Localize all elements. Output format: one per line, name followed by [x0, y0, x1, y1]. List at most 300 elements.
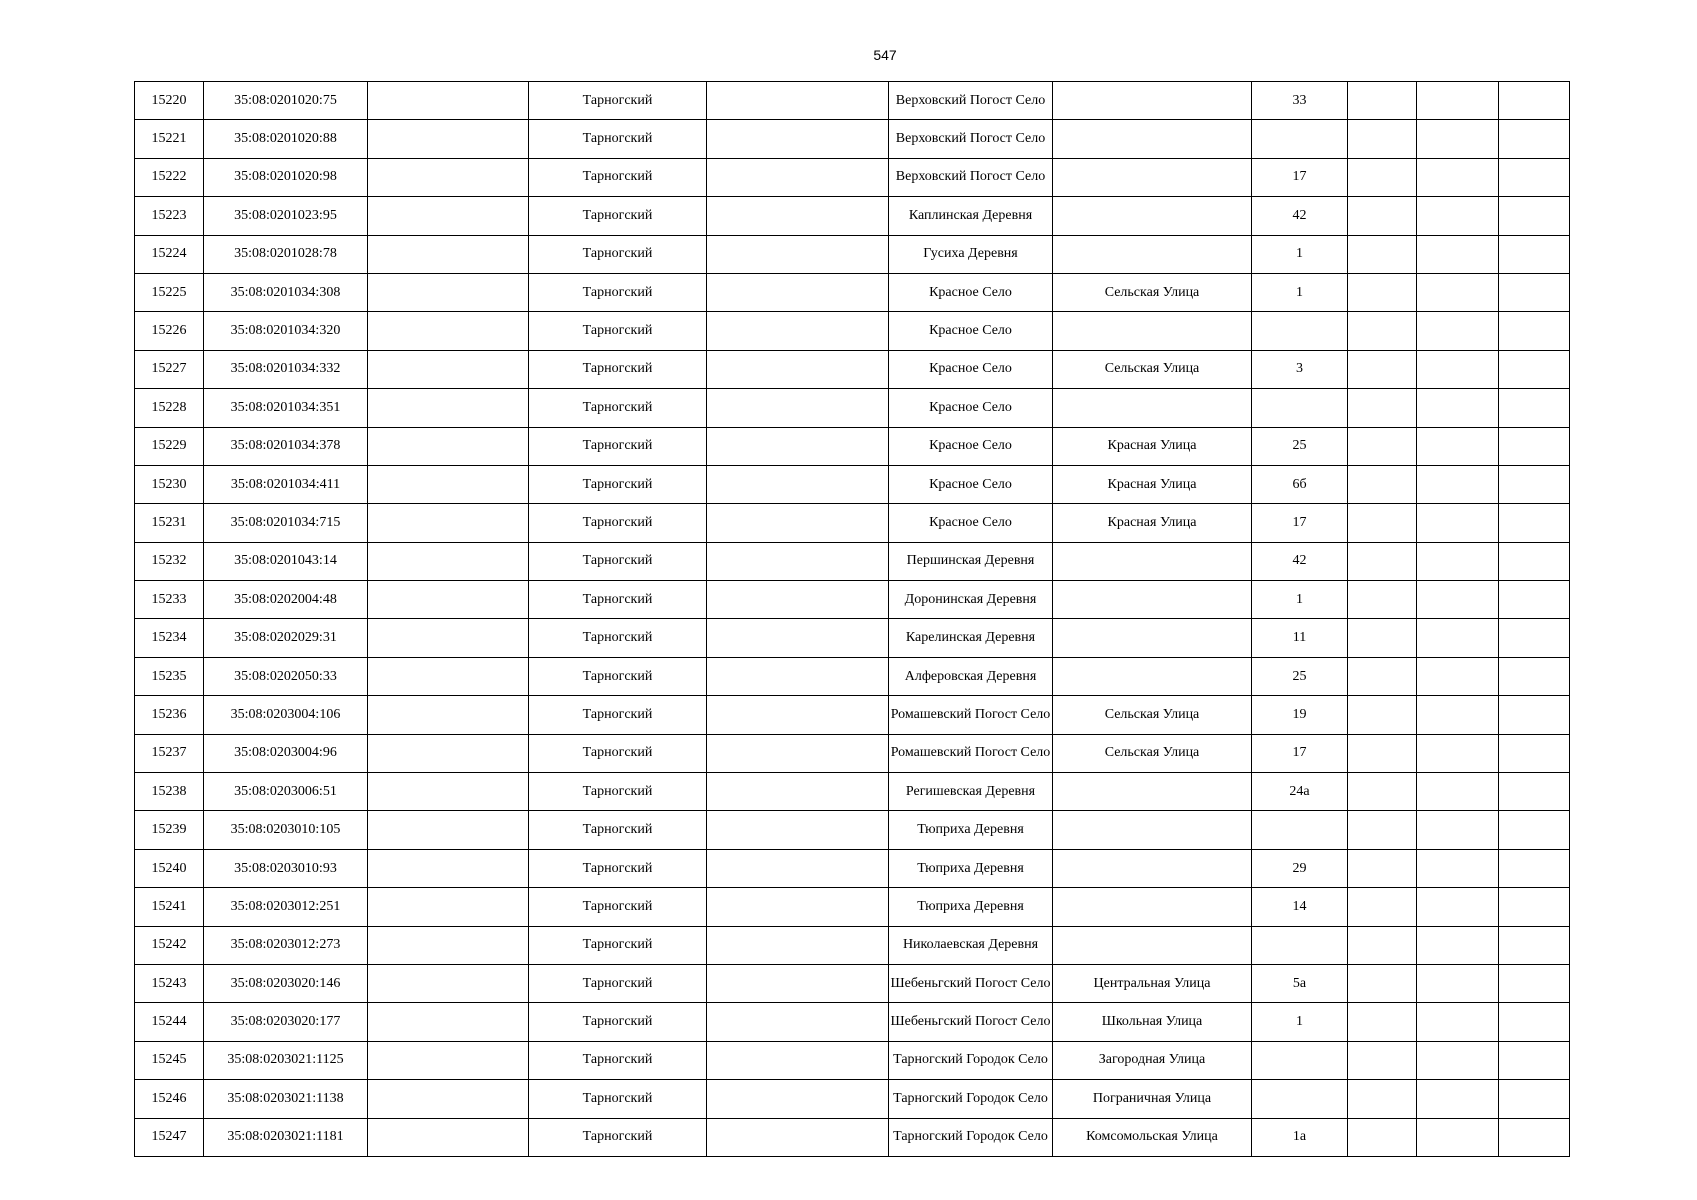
- table-row: [135, 465, 1570, 503]
- cell-street: [1053, 82, 1252, 120]
- cell-empty-col-11: [1499, 235, 1570, 273]
- cell-house-number: 29: [1252, 849, 1348, 887]
- cell-house-number: 24а: [1252, 773, 1348, 811]
- cell-settlement: Верховский Погост Село: [889, 120, 1053, 158]
- table-row: [135, 1080, 1570, 1118]
- cell-row-number: 15237: [135, 734, 204, 772]
- cell-street: [1053, 888, 1252, 926]
- cell-street: [1053, 773, 1252, 811]
- cell-cadastral-number: 35:08:0201043:14: [204, 542, 368, 580]
- cell-street: Красная Улица: [1053, 465, 1252, 503]
- table-row: [135, 964, 1570, 1002]
- cell-cadastral-number: 35:08:0203004:106: [204, 696, 368, 734]
- cell-row-number: 15228: [135, 389, 204, 427]
- cell-district: Тарногский: [529, 82, 707, 120]
- cell-empty-col-11: [1499, 158, 1570, 196]
- cell-street: [1053, 811, 1252, 849]
- cell-empty-col-10: [1417, 849, 1499, 887]
- table-row: [135, 1118, 1570, 1156]
- cell-empty-col-11: [1499, 888, 1570, 926]
- cell-empty-col-3: [368, 197, 529, 235]
- cell-empty-col-11: [1499, 389, 1570, 427]
- cell-empty-col-11: [1499, 581, 1570, 619]
- cell-cadastral-number: 35:08:0203010:105: [204, 811, 368, 849]
- cell-house-number: 33: [1252, 82, 1348, 120]
- cell-empty-col-11: [1499, 350, 1570, 388]
- cell-empty-col-11: [1499, 273, 1570, 311]
- cell-empty-col-5: [707, 1003, 889, 1041]
- cell-row-number: 15243: [135, 964, 204, 1002]
- cell-empty-col-10: [1417, 1118, 1499, 1156]
- cell-empty-col-10: [1417, 926, 1499, 964]
- cell-empty-col-3: [368, 120, 529, 158]
- cell-empty-col-5: [707, 504, 889, 542]
- cell-street: [1053, 926, 1252, 964]
- cell-empty-col-10: [1417, 350, 1499, 388]
- cell-empty-col-11: [1499, 773, 1570, 811]
- cell-settlement: Тюприха Деревня: [889, 849, 1053, 887]
- cell-street: [1053, 158, 1252, 196]
- cell-empty-col-10: [1417, 465, 1499, 503]
- cell-empty-col-10: [1417, 504, 1499, 542]
- cell-empty-col-5: [707, 465, 889, 503]
- cell-empty-col-10: [1417, 619, 1499, 657]
- cell-settlement: Красное Село: [889, 273, 1053, 311]
- cell-empty-col-9: [1348, 657, 1417, 695]
- cell-empty-col-11: [1499, 1041, 1570, 1079]
- cell-cadastral-number: 35:08:0203021:1125: [204, 1041, 368, 1079]
- cell-house-number: [1252, 120, 1348, 158]
- cell-house-number: 17: [1252, 734, 1348, 772]
- cell-row-number: 15231: [135, 504, 204, 542]
- cell-empty-col-3: [368, 811, 529, 849]
- cell-cadastral-number: 35:08:0203020:177: [204, 1003, 368, 1041]
- cell-empty-col-9: [1348, 1003, 1417, 1041]
- table-row: [135, 120, 1570, 158]
- cell-row-number: 15246: [135, 1080, 204, 1118]
- cell-empty-col-5: [707, 312, 889, 350]
- cell-empty-col-3: [368, 1118, 529, 1156]
- cell-empty-col-10: [1417, 581, 1499, 619]
- cell-empty-col-9: [1348, 773, 1417, 811]
- cell-settlement: Регишевская Деревня: [889, 773, 1053, 811]
- table-row: [135, 273, 1570, 311]
- cell-row-number: 15236: [135, 696, 204, 734]
- cell-row-number: 15227: [135, 350, 204, 388]
- cell-settlement: Шебеньгский Погост Село: [889, 964, 1053, 1002]
- cell-settlement: Першинская Деревня: [889, 542, 1053, 580]
- cell-empty-col-11: [1499, 504, 1570, 542]
- cell-district: Тарногский: [529, 465, 707, 503]
- cell-empty-col-3: [368, 465, 529, 503]
- cell-empty-col-9: [1348, 82, 1417, 120]
- table-row: [135, 811, 1570, 849]
- cell-empty-col-11: [1499, 926, 1570, 964]
- cell-empty-col-11: [1499, 811, 1570, 849]
- cell-district: Тарногский: [529, 581, 707, 619]
- cell-house-number: [1252, 1080, 1348, 1118]
- cell-district: Тарногский: [529, 350, 707, 388]
- cell-empty-col-11: [1499, 657, 1570, 695]
- cell-street: [1053, 542, 1252, 580]
- cell-cadastral-number: 35:08:0201020:98: [204, 158, 368, 196]
- cell-district: Тарногский: [529, 619, 707, 657]
- cell-empty-col-5: [707, 734, 889, 772]
- cell-empty-col-9: [1348, 1080, 1417, 1118]
- cell-row-number: 15232: [135, 542, 204, 580]
- cell-settlement: Верховский Погост Село: [889, 158, 1053, 196]
- cell-empty-col-10: [1417, 888, 1499, 926]
- registry-table-body: [135, 82, 1570, 1157]
- cell-settlement: Красное Село: [889, 312, 1053, 350]
- cell-empty-col-9: [1348, 619, 1417, 657]
- cell-settlement: Шебеньгский Погост Село: [889, 1003, 1053, 1041]
- cell-house-number: 5а: [1252, 964, 1348, 1002]
- cell-district: Тарногский: [529, 888, 707, 926]
- cell-empty-col-11: [1499, 696, 1570, 734]
- cell-empty-col-11: [1499, 197, 1570, 235]
- table-row: [135, 619, 1570, 657]
- cell-cadastral-number: 35:08:0203012:273: [204, 926, 368, 964]
- cell-empty-col-9: [1348, 504, 1417, 542]
- cell-empty-col-11: [1499, 964, 1570, 1002]
- cell-settlement: Красное Село: [889, 389, 1053, 427]
- cell-empty-col-3: [368, 389, 529, 427]
- cell-settlement: Николаевская Деревня: [889, 926, 1053, 964]
- cell-house-number: 1: [1252, 1003, 1348, 1041]
- cell-empty-col-5: [707, 120, 889, 158]
- table-row: [135, 197, 1570, 235]
- cell-empty-col-10: [1417, 1080, 1499, 1118]
- table-row: [135, 581, 1570, 619]
- cell-empty-col-3: [368, 235, 529, 273]
- cell-empty-col-3: [368, 1003, 529, 1041]
- cell-house-number: 17: [1252, 504, 1348, 542]
- cell-empty-col-9: [1348, 465, 1417, 503]
- cell-empty-col-5: [707, 82, 889, 120]
- cell-street: Сельская Улица: [1053, 273, 1252, 311]
- cell-empty-col-11: [1499, 619, 1570, 657]
- cell-house-number: 1: [1252, 235, 1348, 273]
- cell-house-number: [1252, 1041, 1348, 1079]
- cell-empty-col-11: [1499, 849, 1570, 887]
- cell-district: Тарногский: [529, 504, 707, 542]
- cell-empty-col-5: [707, 619, 889, 657]
- cell-house-number: [1252, 811, 1348, 849]
- cell-district: Тарногский: [529, 542, 707, 580]
- cell-empty-col-9: [1348, 350, 1417, 388]
- cell-empty-col-11: [1499, 734, 1570, 772]
- cell-empty-col-5: [707, 849, 889, 887]
- cell-empty-col-3: [368, 581, 529, 619]
- cell-district: Тарногский: [529, 312, 707, 350]
- cell-empty-col-9: [1348, 581, 1417, 619]
- cell-empty-col-5: [707, 581, 889, 619]
- cell-empty-col-3: [368, 619, 529, 657]
- cell-empty-col-5: [707, 964, 889, 1002]
- table-row: [135, 542, 1570, 580]
- cell-empty-col-3: [368, 427, 529, 465]
- cell-street: Сельская Улица: [1053, 696, 1252, 734]
- cell-cadastral-number: 35:08:0201023:95: [204, 197, 368, 235]
- cell-cadastral-number: 35:08:0201034:715: [204, 504, 368, 542]
- cell-row-number: 15222: [135, 158, 204, 196]
- cell-row-number: 15240: [135, 849, 204, 887]
- cell-empty-col-3: [368, 849, 529, 887]
- table-row: [135, 849, 1570, 887]
- cell-empty-col-5: [707, 926, 889, 964]
- cell-street: [1053, 197, 1252, 235]
- cell-empty-col-5: [707, 657, 889, 695]
- cell-empty-col-11: [1499, 82, 1570, 120]
- cell-cadastral-number: 35:08:0203012:251: [204, 888, 368, 926]
- table-row: [135, 427, 1570, 465]
- cell-district: Тарногский: [529, 811, 707, 849]
- page-number: 547: [873, 47, 897, 63]
- cell-empty-col-3: [368, 696, 529, 734]
- cell-street: Комсомольская Улица: [1053, 1118, 1252, 1156]
- table-row: [135, 734, 1570, 772]
- cell-empty-col-11: [1499, 312, 1570, 350]
- cell-district: Тарногский: [529, 427, 707, 465]
- cell-settlement: Красное Село: [889, 427, 1053, 465]
- cell-empty-col-9: [1348, 120, 1417, 158]
- cell-row-number: 15245: [135, 1041, 204, 1079]
- cell-district: Тарногский: [529, 1118, 707, 1156]
- registry-table: [134, 81, 1570, 1157]
- cell-row-number: 15224: [135, 235, 204, 273]
- cell-district: Тарногский: [529, 926, 707, 964]
- cell-empty-col-5: [707, 158, 889, 196]
- cell-settlement: Тарногский Городок Село: [889, 1080, 1053, 1118]
- cell-cadastral-number: 35:08:0203010:93: [204, 849, 368, 887]
- cell-empty-col-5: [707, 696, 889, 734]
- cell-empty-col-10: [1417, 120, 1499, 158]
- cell-row-number: 15247: [135, 1118, 204, 1156]
- cell-cadastral-number: 35:08:0203004:96: [204, 734, 368, 772]
- cell-row-number: 15235: [135, 657, 204, 695]
- cell-row-number: 15230: [135, 465, 204, 503]
- cell-empty-col-10: [1417, 734, 1499, 772]
- cell-house-number: 3: [1252, 350, 1348, 388]
- cell-empty-col-10: [1417, 1041, 1499, 1079]
- cell-empty-col-10: [1417, 542, 1499, 580]
- cell-empty-col-11: [1499, 1118, 1570, 1156]
- cell-empty-col-10: [1417, 273, 1499, 311]
- cell-house-number: 42: [1252, 542, 1348, 580]
- cell-district: Тарногский: [529, 273, 707, 311]
- cell-street: [1053, 120, 1252, 158]
- cell-empty-col-9: [1348, 888, 1417, 926]
- cell-empty-col-3: [368, 926, 529, 964]
- cell-empty-col-3: [368, 312, 529, 350]
- table-row: [135, 389, 1570, 427]
- cell-row-number: 15239: [135, 811, 204, 849]
- cell-district: Тарногский: [529, 773, 707, 811]
- cell-empty-col-3: [368, 504, 529, 542]
- cell-empty-col-5: [707, 811, 889, 849]
- cell-settlement: Алферовская Деревня: [889, 657, 1053, 695]
- cell-cadastral-number: 35:08:0201020:88: [204, 120, 368, 158]
- cell-cadastral-number: 35:08:0202004:48: [204, 581, 368, 619]
- cell-empty-col-5: [707, 427, 889, 465]
- cell-empty-col-3: [368, 734, 529, 772]
- cell-street: Загородная Улица: [1053, 1041, 1252, 1079]
- cell-empty-col-9: [1348, 696, 1417, 734]
- cell-district: Тарногский: [529, 235, 707, 273]
- cell-empty-col-9: [1348, 197, 1417, 235]
- cell-empty-col-11: [1499, 542, 1570, 580]
- cell-settlement: Тарногский Городок Село: [889, 1041, 1053, 1079]
- cell-row-number: 15241: [135, 888, 204, 926]
- cell-house-number: [1252, 926, 1348, 964]
- cell-empty-col-9: [1348, 849, 1417, 887]
- cell-empty-col-10: [1417, 427, 1499, 465]
- cell-cadastral-number: 35:08:0203021:1181: [204, 1118, 368, 1156]
- cell-district: Тарногский: [529, 158, 707, 196]
- cell-settlement: Тюприха Деревня: [889, 811, 1053, 849]
- cell-house-number: 14: [1252, 888, 1348, 926]
- cell-house-number: 1: [1252, 273, 1348, 311]
- cell-house-number: 19: [1252, 696, 1348, 734]
- cell-empty-col-5: [707, 1041, 889, 1079]
- cell-empty-col-10: [1417, 197, 1499, 235]
- cell-empty-col-5: [707, 542, 889, 580]
- cell-cadastral-number: 35:08:0201020:75: [204, 82, 368, 120]
- cell-street: [1053, 849, 1252, 887]
- cell-empty-col-9: [1348, 312, 1417, 350]
- cell-settlement: Тарногский Городок Село: [889, 1118, 1053, 1156]
- cell-row-number: 15229: [135, 427, 204, 465]
- cell-cadastral-number: 35:08:0203021:1138: [204, 1080, 368, 1118]
- cell-district: Тарногский: [529, 1003, 707, 1041]
- cell-empty-col-10: [1417, 82, 1499, 120]
- table-row: [135, 504, 1570, 542]
- cell-empty-col-9: [1348, 1041, 1417, 1079]
- cell-empty-col-11: [1499, 427, 1570, 465]
- cell-empty-col-9: [1348, 1118, 1417, 1156]
- table-row: [135, 696, 1570, 734]
- table-row: [135, 1003, 1570, 1041]
- cell-street: Сельская Улица: [1053, 350, 1252, 388]
- cell-empty-col-9: [1348, 158, 1417, 196]
- cell-cadastral-number: 35:08:0201034:351: [204, 389, 368, 427]
- table-row: [135, 312, 1570, 350]
- cell-cadastral-number: 35:08:0202050:33: [204, 657, 368, 695]
- cell-district: Тарногский: [529, 197, 707, 235]
- cell-street: [1053, 619, 1252, 657]
- cell-cadastral-number: 35:08:0203020:146: [204, 964, 368, 1002]
- cell-row-number: 15220: [135, 82, 204, 120]
- cell-cadastral-number: 35:08:0203006:51: [204, 773, 368, 811]
- cell-house-number: 11: [1252, 619, 1348, 657]
- cell-empty-col-11: [1499, 1003, 1570, 1041]
- cell-empty-col-11: [1499, 120, 1570, 158]
- cell-settlement: Верховский Погост Село: [889, 82, 1053, 120]
- cell-row-number: 15221: [135, 120, 204, 158]
- cell-settlement: Красное Село: [889, 504, 1053, 542]
- cell-settlement: Тюприха Деревня: [889, 888, 1053, 926]
- cell-district: Тарногский: [529, 389, 707, 427]
- cell-house-number: 17: [1252, 158, 1348, 196]
- cell-empty-col-3: [368, 542, 529, 580]
- table-row: [135, 350, 1570, 388]
- cell-settlement: Красное Село: [889, 350, 1053, 388]
- cell-empty-col-5: [707, 888, 889, 926]
- cell-row-number: 15244: [135, 1003, 204, 1041]
- cell-district: Тарногский: [529, 1080, 707, 1118]
- cell-cadastral-number: 35:08:0201034:320: [204, 312, 368, 350]
- cell-settlement: Доронинская Деревня: [889, 581, 1053, 619]
- cell-empty-col-10: [1417, 773, 1499, 811]
- cell-street: Пограничная Улица: [1053, 1080, 1252, 1118]
- cell-house-number: 42: [1252, 197, 1348, 235]
- cell-district: Тарногский: [529, 849, 707, 887]
- cell-empty-col-3: [368, 1041, 529, 1079]
- cell-settlement: Ромашевский Погост Село: [889, 734, 1053, 772]
- cell-district: Тарногский: [529, 734, 707, 772]
- cell-street: [1053, 312, 1252, 350]
- cell-row-number: 15223: [135, 197, 204, 235]
- cell-empty-col-9: [1348, 734, 1417, 772]
- cell-settlement: Гусиха Деревня: [889, 235, 1053, 273]
- cell-empty-col-5: [707, 773, 889, 811]
- table-row: [135, 82, 1570, 120]
- cell-street: [1053, 581, 1252, 619]
- cell-street: Красная Улица: [1053, 427, 1252, 465]
- cell-street: [1053, 657, 1252, 695]
- cell-empty-col-9: [1348, 235, 1417, 273]
- cell-row-number: 15238: [135, 773, 204, 811]
- cell-empty-col-5: [707, 350, 889, 388]
- cell-house-number: 25: [1252, 427, 1348, 465]
- cell-house-number: [1252, 389, 1348, 427]
- cell-house-number: 1а: [1252, 1118, 1348, 1156]
- cell-empty-col-3: [368, 888, 529, 926]
- cell-settlement: Ромашевский Погост Село: [889, 696, 1053, 734]
- cell-row-number: 15233: [135, 581, 204, 619]
- cell-street: [1053, 389, 1252, 427]
- cell-street: [1053, 235, 1252, 273]
- cell-empty-col-3: [368, 773, 529, 811]
- cell-row-number: 15234: [135, 619, 204, 657]
- cell-district: Тарногский: [529, 964, 707, 1002]
- cell-row-number: 15225: [135, 273, 204, 311]
- table-row: [135, 926, 1570, 964]
- cell-settlement: Каплинская Деревня: [889, 197, 1053, 235]
- cell-empty-col-10: [1417, 1003, 1499, 1041]
- cell-district: Тарногский: [529, 657, 707, 695]
- cell-empty-col-9: [1348, 273, 1417, 311]
- table-row: [135, 235, 1570, 273]
- cell-street: Сельская Улица: [1053, 734, 1252, 772]
- cell-empty-col-3: [368, 82, 529, 120]
- cell-empty-col-3: [368, 350, 529, 388]
- table-row: [135, 158, 1570, 196]
- cell-empty-col-3: [368, 158, 529, 196]
- cell-empty-col-10: [1417, 964, 1499, 1002]
- cell-empty-col-10: [1417, 657, 1499, 695]
- cell-empty-col-10: [1417, 696, 1499, 734]
- cell-house-number: 25: [1252, 657, 1348, 695]
- cell-empty-col-3: [368, 1080, 529, 1118]
- table-row: [135, 773, 1570, 811]
- cell-empty-col-5: [707, 273, 889, 311]
- cell-empty-col-9: [1348, 542, 1417, 580]
- table-row: [135, 1041, 1570, 1079]
- cell-empty-col-10: [1417, 312, 1499, 350]
- cell-house-number: 1: [1252, 581, 1348, 619]
